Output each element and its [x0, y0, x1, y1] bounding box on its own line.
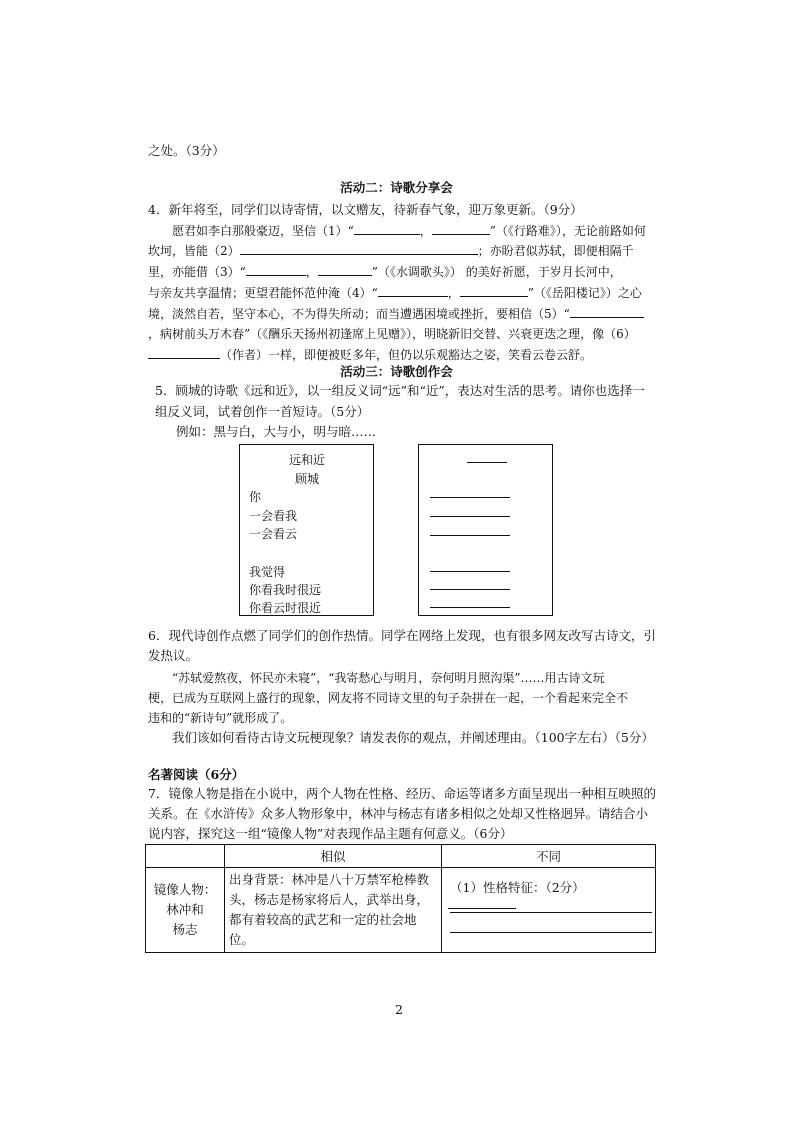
- poem-line-7: 你看云时很近: [249, 601, 322, 615]
- row-label-cell: 镜像人物： 林冲和 杨志: [146, 868, 225, 953]
- blank-1b[interactable]: [432, 222, 490, 235]
- activity3-title: 活动三：诗歌创作会: [340, 364, 453, 379]
- q4-para-line-7: （作者）一样，即便被贬多年，但仍以乐观豁达之姿，笑看云卷云舒。: [148, 346, 592, 363]
- diff-blank-1[interactable]: [448, 896, 516, 909]
- q4-para-line-6: ，病树前头万木春”（《酬乐天扬州初逢席上见赠》），明晓新旧交替、兴衰更迭之理，像（6）: [148, 327, 636, 341]
- poem-line-5: 我觉得: [249, 565, 286, 579]
- blank-4a[interactable]: [378, 284, 448, 297]
- q5-line-1: 5．顾城的诗歌《远和近》，以一组反义词“远”和“近”，表达对生活的思考。请你也选择一: [155, 383, 645, 398]
- blank-2[interactable]: [240, 242, 478, 255]
- q5-example: 例如：黑与白，大与小，明与暗……: [176, 424, 377, 439]
- answer-line-3[interactable]: [430, 535, 510, 536]
- q7-line-2: 关系。在《水浒传》众多人物形象中，林冲与杨志有诸多相似之处却又性格迥异。请结合小: [148, 806, 649, 821]
- diff-label: （1）性格特征：（2分）: [450, 880, 585, 895]
- answer-title-line[interactable]: [467, 462, 507, 463]
- q4-para-line-5: 境，淡然自若，坚守本心，不为得失所动；而当遭遇困境或挫折，要相信（5）“: [148, 305, 644, 322]
- q4-para-line-2: 坎坷，皆能（2） ；亦盼君似苏轼，即便相隔千: [148, 244, 634, 258]
- poem-line-6: 你看我时很远: [249, 583, 322, 597]
- header-similar: 相似: [225, 845, 442, 868]
- poem-title: 远和近: [289, 453, 326, 467]
- blank-3b[interactable]: [318, 263, 372, 276]
- q4-para-line-1: 愿君如李白那般豪迈，坚信（1）“ ， ”（《行路难》），无论前路如何: [172, 224, 646, 238]
- q6-line-1: 6．现代诗创作点燃了同学们的创作热情。同学在网络上发现，也有很多网友改写古诗文，引: [148, 628, 656, 643]
- similar-cell: 出身背景：林冲是八十万禁军枪棒教 头，杨志是杨家将后人，武举出身， 都有着较高的武艺和一定的社会地 位。: [225, 868, 442, 953]
- answer-line-4[interactable]: [430, 571, 510, 572]
- poem-answer-box[interactable]: [418, 444, 553, 616]
- mirror-character-table: [145, 844, 656, 953]
- poem-author: 顾城: [295, 472, 320, 486]
- q4-intro: 4．新年将至，同学们以诗寄情，以文赠友，待新春气象，迎万象更新。（9分）: [148, 202, 583, 217]
- q7-line-3: 说内容，探究这一组“镜像人物”对表现作品主题有何意义。（6分）: [148, 826, 513, 841]
- q7-line-1: 7．镜像人物是指在小说中，两个人物在性格、经历、命运等诸多方面呈现出一种相互映照的: [148, 786, 656, 801]
- q6-quote-2: 梗，已成为互联网上盛行的现象，网友将不同诗文里的句子杂拼在一起，一个看起来完全不: [148, 691, 629, 705]
- activity2-title: 活动二：诗歌分享会: [340, 180, 453, 195]
- diff-line-3[interactable]: [450, 932, 652, 933]
- poem-line-2: 一会看我: [249, 509, 298, 523]
- blank-3a[interactable]: [246, 263, 306, 276]
- blank-6[interactable]: [148, 346, 220, 359]
- q6-ask: 我们该如何看待古诗文玩梗现象？请发表你的观点，并阐述理由。（100字左右）（5分）: [172, 730, 654, 745]
- answer-line-5[interactable]: [430, 589, 510, 590]
- blank-1a[interactable]: [354, 222, 420, 235]
- diff-line-2[interactable]: [450, 912, 652, 913]
- q6-quote-3: 违和的“新诗句”就形成了。: [148, 711, 293, 725]
- poem-line-3: 一会看云: [249, 527, 298, 541]
- answer-line-6[interactable]: [430, 607, 510, 608]
- q4-para-line-4: 与亲友共享温情；更望君能怀范仲淹（4）“ ， ”（《岳阳楼记》）之心: [148, 286, 642, 300]
- page-number: 2: [395, 1002, 403, 1017]
- q6-quote-1: “苏轼爱熬夜，怀民亦未寝”，“我寄愁心与明月，奈何明月照沟渠”……用古诗文玩: [172, 671, 605, 685]
- reading-title: 名著阅读（6分）: [148, 767, 245, 782]
- q5-line-2: 组反义词，试着创作一首短诗。（5分）: [155, 404, 370, 419]
- answer-line-2[interactable]: [430, 516, 510, 517]
- q6-line-2: 发热议。: [148, 648, 199, 663]
- header-different: 不同: [442, 845, 656, 868]
- different-cell[interactable]: [442, 868, 656, 953]
- q4-para-line-3: 里，亦能借（3）“ ， ”（《水调歌头》） 的美好祈愿，于岁月长河中，: [148, 265, 622, 279]
- answer-line-1[interactable]: [430, 497, 510, 498]
- blank-5[interactable]: [570, 305, 644, 318]
- table-corner-cell: [146, 845, 225, 868]
- blank-4b[interactable]: [460, 284, 528, 297]
- poem-line-1: 你: [249, 490, 262, 504]
- top-line: 之处。（3分）: [148, 143, 225, 158]
